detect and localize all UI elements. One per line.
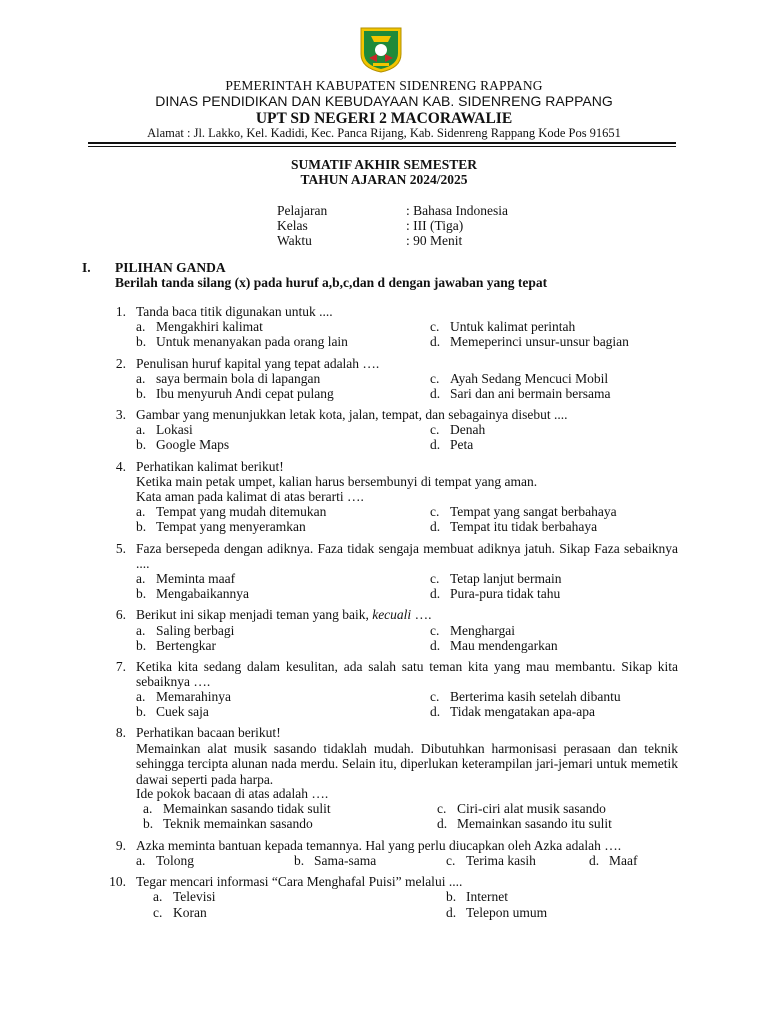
option-d: d. Tidak mengatakan apa-apa (430, 704, 595, 719)
option-d: d. Sari dan ani bermain bersama (430, 386, 611, 401)
option-c: c. Untuk kalimat perintah (430, 319, 576, 334)
option-a: a. saya bermain bola di lapangan (136, 371, 321, 386)
question-sentence: Ketika main petak umpet, kalian harus bersembunyi di tempat yang aman. (136, 474, 538, 489)
exam-year: TAHUN AJARAN 2024/2025 (300, 172, 468, 187)
question-number: 4. (115, 459, 126, 474)
info-value-time: : 90 Menit (406, 233, 463, 248)
question-text: Penulisan huruf kapital yang tepat adalah …. (136, 356, 380, 371)
reading-passage: Memainkan alat musik sasando tidaklah mudah. Dibutuhkan harmonisasi perasaan dan teknik sehingga tercipta alunan nada merdu. Selain itu, diperlukan keterampilan jari-jemari untuk memetik dawai seperti pada harpa. (136, 741, 678, 787)
question-prompt: Kata aman pada kalimat di atas berarti …. (136, 489, 364, 504)
info-value-class: : III (Tiga) (406, 218, 464, 233)
option-c: c. Ayah Sedang Mencuci Mobil (430, 371, 609, 386)
question-text: Ketika kita sedang dalam kesulitan, ada salah satu teman kita yang mau membantu. Sikap kita sebaiknya …. (136, 659, 678, 690)
question-number: 10. (109, 874, 126, 889)
option-c: c. Ciri-ciri alat musik sasando (437, 801, 606, 816)
option-b: b. Untuk menanyakan pada orang lain (136, 334, 348, 349)
school-address: Alamat : Jl. Lakko, Kel. Kadidi, Kec. Panca Rijang, Kab. Sidenreng Rappang Kode Pos 91651 (147, 126, 621, 140)
question-number: 3. (115, 407, 126, 422)
option-d: d. Mau mendengarkan (430, 638, 558, 653)
option-c: c. Terima kasih (446, 853, 536, 868)
info-label-subject: Pelajaran (277, 203, 328, 218)
emphasis-word: kecuali (372, 607, 412, 622)
school-name: UPT SD NEGERI 2 MACORAWALIE (255, 110, 513, 127)
option-b: b. Tempat yang menyeramkan (136, 519, 306, 534)
header-divider-thick (88, 142, 676, 144)
option-d: d. Peta (430, 437, 474, 452)
exam-title: SUMATIF AKHIR SEMESTER (290, 157, 478, 172)
option-c: c. Berterima kasih setelah dibantu (430, 689, 621, 704)
info-label-class: Kelas (277, 218, 308, 233)
header-divider-thin (88, 146, 676, 147)
option-c: c. Tempat yang sangat berbahaya (430, 504, 617, 519)
question-text: Azka meminta bantuan kepada temannya. Hal yang perlu diucapkan oleh Azka adalah …. (136, 838, 622, 853)
question-number: 5. (115, 541, 126, 556)
option-c: c. Denah (430, 422, 486, 437)
option-d: d. Memainkan sasando itu sulit (437, 816, 612, 831)
school-emblem-icon (357, 24, 405, 74)
info-label-time: Waktu (277, 233, 312, 248)
question-prompt: Ide pokok bacaan di atas adalah …. (136, 786, 329, 801)
department-heading: DINAS PENDIDIKAN DAN KEBUDAYAAN KAB. SIDENRENG RAPPANG (155, 93, 613, 109)
option-b: b. Cuek saja (136, 704, 209, 719)
option-b: b. Teknik memainkan sasando (143, 816, 313, 831)
option-b: b. Internet (446, 889, 508, 904)
government-heading: PEMERINTAH KABUPATEN SIDENRENG RAPPANG (225, 78, 543, 93)
option-b: b. Sama-sama (294, 853, 377, 868)
option-b: b. Ibu menyuruh Andi cepat pulang (136, 386, 334, 401)
option-a: a. Lokasi (136, 422, 193, 437)
question-text: Tegar mencari informasi “Cara Menghafal Puisi” melalui .... (136, 874, 463, 889)
question-number: 8. (115, 725, 126, 740)
option-b: b. Mengabaikannya (136, 586, 249, 601)
option-a: a. Memarahinya (136, 689, 231, 704)
option-d: d. Maaf (589, 853, 638, 868)
option-b: b. Google Maps (136, 437, 230, 452)
option-c: c. Menghargai (430, 623, 515, 638)
section-number: I. (82, 260, 91, 275)
question-number: 1. (115, 304, 126, 319)
option-d: d. Pura-pura tidak tahu (430, 586, 561, 601)
question-number: 9. (115, 838, 126, 853)
option-a: a. Saling berbagi (136, 623, 235, 638)
question-number: 7. (115, 659, 126, 674)
option-d: d. Tempat itu tidak berbahaya (430, 519, 598, 534)
option-b: b. Bertengkar (136, 638, 216, 653)
option-c: c. Koran (153, 905, 207, 920)
question-text: Berikut ini sikap menjadi teman yang baik, kecuali …. (136, 607, 432, 622)
option-d: d. Telepon umum (446, 905, 548, 920)
question-text: Perhatikan bacaan berikut! (136, 725, 281, 740)
info-value-subject: : Bahasa Indonesia (406, 203, 508, 218)
question-text: Gambar yang menunjukkan letak kota, jalan, tempat, dan sebagainya disebut .... (136, 407, 568, 422)
option-a: a. Tempat yang mudah ditemukan (136, 504, 327, 519)
question-text: Perhatikan kalimat berikut! (136, 459, 284, 474)
question-text: Tanda baca titik digunakan untuk .... (136, 304, 333, 319)
section-instruction: Berilah tanda silang (x) pada huruf a,b,c,dan d dengan jawaban yang tepat (115, 275, 548, 290)
section-title: PILIHAN GANDA (115, 260, 226, 275)
option-d: d. Memeperinci unsur-unsur bagian (430, 334, 629, 349)
question-text: Faza bersepeda dengan adiknya. Faza tidak sengaja membuat adiknya jatuh. Sikap Faza sebaiknya .... (136, 541, 678, 572)
option-a: a. Tolong (136, 853, 195, 868)
option-a: a. Memainkan sasando tidak sulit (143, 801, 331, 816)
question-number: 2. (115, 356, 126, 371)
question-number: 6. (115, 607, 126, 622)
option-a: a. Televisi (153, 889, 216, 904)
option-a: a. Meminta maaf (136, 571, 236, 586)
option-a: a. Mengakhiri kalimat (136, 319, 263, 334)
option-c: c. Tetap lanjut bermain (430, 571, 562, 586)
